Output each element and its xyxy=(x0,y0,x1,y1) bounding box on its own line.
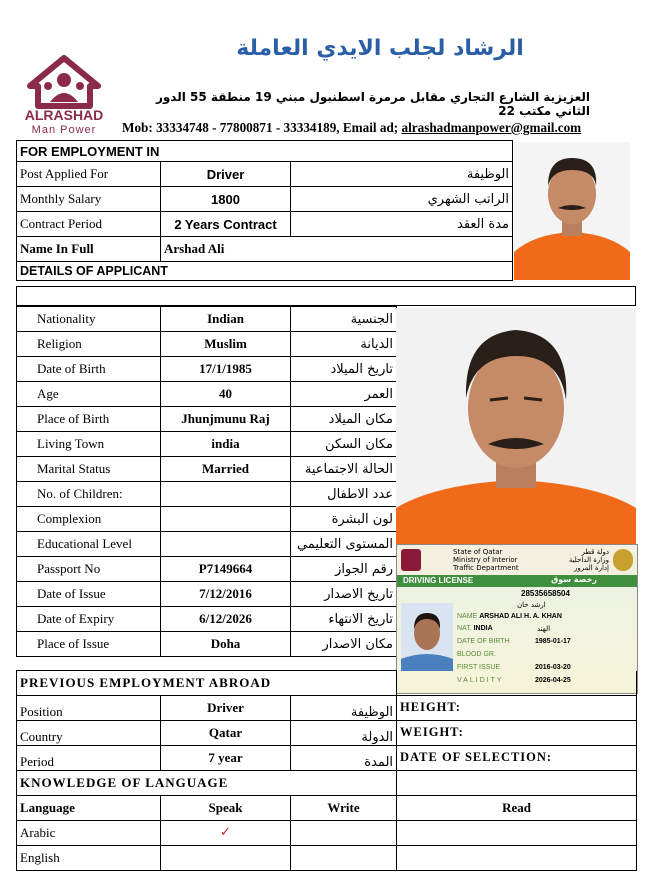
row-label: Country xyxy=(17,720,161,745)
row-label-ar: الراتب الشهري xyxy=(291,187,513,212)
date-of-selection-label: DATE OF SELECTION: xyxy=(397,745,637,770)
details-section-title: DETAILS OF APPLICANT xyxy=(17,262,513,281)
applicant-photo-small xyxy=(514,142,630,280)
license-header xyxy=(397,545,637,575)
name-value: Arshad Ali xyxy=(161,237,513,262)
row-label-ar: مكان السكن xyxy=(291,432,397,457)
employment-section-title: FOR EMPLOYMENT IN xyxy=(17,141,513,162)
license-state-ar: دولة قطر xyxy=(581,548,609,556)
row-label-ar: المدة xyxy=(291,745,397,770)
row-label: Place of Birth xyxy=(17,407,161,432)
read-cell xyxy=(397,820,637,845)
row-label-ar: مكان الميلاد xyxy=(291,407,397,432)
table-row xyxy=(17,307,397,332)
applicant-table xyxy=(16,306,397,657)
license-photo xyxy=(401,603,453,671)
table-row xyxy=(17,607,397,632)
row-value: P7149664 xyxy=(161,557,291,582)
license-dept: Traffic Department xyxy=(453,564,519,572)
license-ministry: Ministry of Interior xyxy=(453,556,518,564)
contact-line xyxy=(122,120,640,136)
language-section-title: KNOWLEDGE OF LANGUAGE xyxy=(17,771,397,796)
language-name: English xyxy=(17,845,161,870)
license-state: State of Qatar xyxy=(453,548,503,556)
logo-sub: Man Power xyxy=(31,124,97,136)
row-label: Age xyxy=(17,382,161,407)
table-row xyxy=(17,557,397,582)
applicant-photo-large xyxy=(396,308,636,544)
height-label: HEIGHT: xyxy=(397,695,637,720)
license-number: 28535658504 xyxy=(521,589,570,598)
row-label-ar: الدولة xyxy=(291,720,397,745)
row-value: Married xyxy=(161,457,291,482)
row-value: Indian xyxy=(161,307,291,332)
row-value: 2 Years Contract xyxy=(161,212,291,237)
table-row xyxy=(17,820,637,845)
write-cell xyxy=(291,845,397,870)
license-dept-ar: إدارة المرور xyxy=(573,564,609,572)
name-row xyxy=(17,237,513,262)
table-row xyxy=(17,632,397,657)
company-title-ar: الرشاد لجلب الايدي العاملة xyxy=(236,36,524,61)
row-value: Qatar xyxy=(161,720,291,745)
license-first: 2016-03-20 xyxy=(535,664,571,671)
row-label-ar: المستوى التعليمي xyxy=(291,532,397,557)
license-blood-key: BLOOD GR. xyxy=(457,651,496,658)
table-row xyxy=(17,745,637,770)
weight-label: WEIGHT: xyxy=(397,720,637,745)
row-value: Jhunjmunu Raj xyxy=(161,407,291,432)
language-table xyxy=(16,770,637,871)
table-row xyxy=(17,187,513,212)
header-speak: Speak xyxy=(161,795,291,820)
spacer-table xyxy=(16,286,636,306)
row-label: Religion xyxy=(17,332,161,357)
table-row xyxy=(17,720,637,745)
table-row xyxy=(17,212,513,237)
table-row xyxy=(17,507,397,532)
speak-check-icon: ✓ xyxy=(161,820,291,845)
row-label-ar: الجنسية xyxy=(291,307,397,332)
license-nat-key: NAT. xyxy=(457,625,472,632)
table-row xyxy=(17,845,637,870)
row-label: Living Town xyxy=(17,432,161,457)
row-value xyxy=(161,482,291,507)
row-label-ar: الديانة xyxy=(291,332,397,357)
logo-name: ALRASHAD xyxy=(24,107,104,123)
language-header-row xyxy=(17,795,637,820)
language-name: Arabic xyxy=(17,820,161,845)
license-dob-key: DATE OF BIRTH xyxy=(457,638,510,645)
license-first-key: FIRST ISSUE xyxy=(457,664,501,671)
row-label: Position xyxy=(17,695,161,720)
row-label-ar: مكان الاصدار xyxy=(291,632,397,657)
contact-mob: Mob: 33334748 - 77800871 - 33334189, Email ad; xyxy=(122,120,402,135)
contact-email[interactable]: alrashadmanpower@gmail.com xyxy=(401,120,582,135)
license-dob: 1985-01-17 xyxy=(535,638,571,645)
row-value xyxy=(161,532,291,557)
police-emblem-icon xyxy=(613,549,633,571)
spacer-row xyxy=(17,287,636,306)
license-name-ar: ارشد خان xyxy=(517,601,546,609)
table-row xyxy=(17,407,397,432)
row-label: Place of Issue xyxy=(17,632,161,657)
table-row xyxy=(17,162,513,187)
row-value: 7 year xyxy=(161,745,291,770)
row-label-ar: تاريخ الميلاد xyxy=(291,357,397,382)
row-label: Post Applied For xyxy=(17,162,161,187)
license-name: ARSHAD ALI H. A. KHAN xyxy=(479,613,562,620)
row-value: 40 xyxy=(161,382,291,407)
row-label-ar: مدة العقد xyxy=(291,212,513,237)
row-label-ar: رقم الجواز xyxy=(291,557,397,582)
speak-cell xyxy=(161,845,291,870)
previous-employment-table xyxy=(16,670,637,771)
header-read: Read xyxy=(397,795,637,820)
row-value: Driver xyxy=(161,162,291,187)
row-value: 1800 xyxy=(161,187,291,212)
row-label: Marital Status xyxy=(17,457,161,482)
row-label-ar: الوظيفة xyxy=(291,162,513,187)
license-band xyxy=(397,575,637,587)
row-label-ar: لون البشرة xyxy=(291,507,397,532)
table-row xyxy=(17,357,397,382)
row-label-ar: عدد الاطفال xyxy=(291,482,397,507)
table-row xyxy=(17,332,397,357)
table-row xyxy=(17,532,397,557)
row-label-ar: الحالة الاجتماعية xyxy=(291,457,397,482)
row-label: Period xyxy=(17,745,161,770)
row-label: No. of Children: xyxy=(17,482,161,507)
row-label: Date of Issue xyxy=(17,582,161,607)
write-cell xyxy=(291,820,397,845)
row-label: Educational Level xyxy=(17,532,161,557)
qatar-emblem-icon xyxy=(401,549,421,571)
license-nat: INDIA xyxy=(473,625,493,632)
row-label: Nationality xyxy=(17,307,161,332)
read-cell xyxy=(397,845,637,870)
table-row xyxy=(17,695,637,720)
row-label-ar: الوظيفة xyxy=(291,695,397,720)
row-value: 7/12/2016 xyxy=(161,582,291,607)
license-band-ar: رخصة سوق xyxy=(551,575,597,584)
license-band-en: DRIVING LICENSE xyxy=(403,576,474,585)
row-value: india xyxy=(161,432,291,457)
company-logo xyxy=(14,44,114,136)
row-value: Doha xyxy=(161,632,291,657)
company-address-ar: العزيزية الشارع التجاري مقابل مرمرة اسطنبول مبني 19 منطقة 55 الدور الثاني مكتب 22 xyxy=(155,90,590,118)
row-label-ar: العمر xyxy=(291,382,397,407)
row-label-ar: تاريخ الانتهاء xyxy=(291,607,397,632)
row-value: Muslim xyxy=(161,332,291,357)
previous-section-title: PREVIOUS EMPLOYMENT ABROAD xyxy=(17,671,397,696)
table-row xyxy=(17,432,397,457)
table-row xyxy=(17,482,397,507)
table-row xyxy=(17,382,397,407)
license-name-key: NAME xyxy=(457,613,478,620)
row-label: Date of Birth xyxy=(17,357,161,382)
employment-table xyxy=(16,140,513,281)
row-label-ar: تاريخ الاصدار xyxy=(291,582,397,607)
license-ministry-ar: وزارة الداخلية xyxy=(568,556,609,564)
row-label: Date of Expiry xyxy=(17,607,161,632)
license-valid: 2026-04-25 xyxy=(535,677,571,684)
row-label: Contract Period xyxy=(17,212,161,237)
license-nat-ar: الهند xyxy=(537,625,551,633)
table-row xyxy=(17,582,397,607)
row-value xyxy=(161,507,291,532)
row-value: 17/1/1985 xyxy=(161,357,291,382)
row-value: Driver xyxy=(161,695,291,720)
row-value: 6/12/2026 xyxy=(161,607,291,632)
table-row xyxy=(17,457,397,482)
header-language: Language xyxy=(17,795,161,820)
header-write: Write xyxy=(291,795,397,820)
logo-emblem-icon xyxy=(14,44,114,136)
name-label: Name In Full xyxy=(17,237,161,262)
row-label: Monthly Salary xyxy=(17,187,161,212)
row-label: Passport No xyxy=(17,557,161,582)
row-label: Complexion xyxy=(17,507,161,532)
license-valid-key: VALIDITY xyxy=(457,677,504,684)
